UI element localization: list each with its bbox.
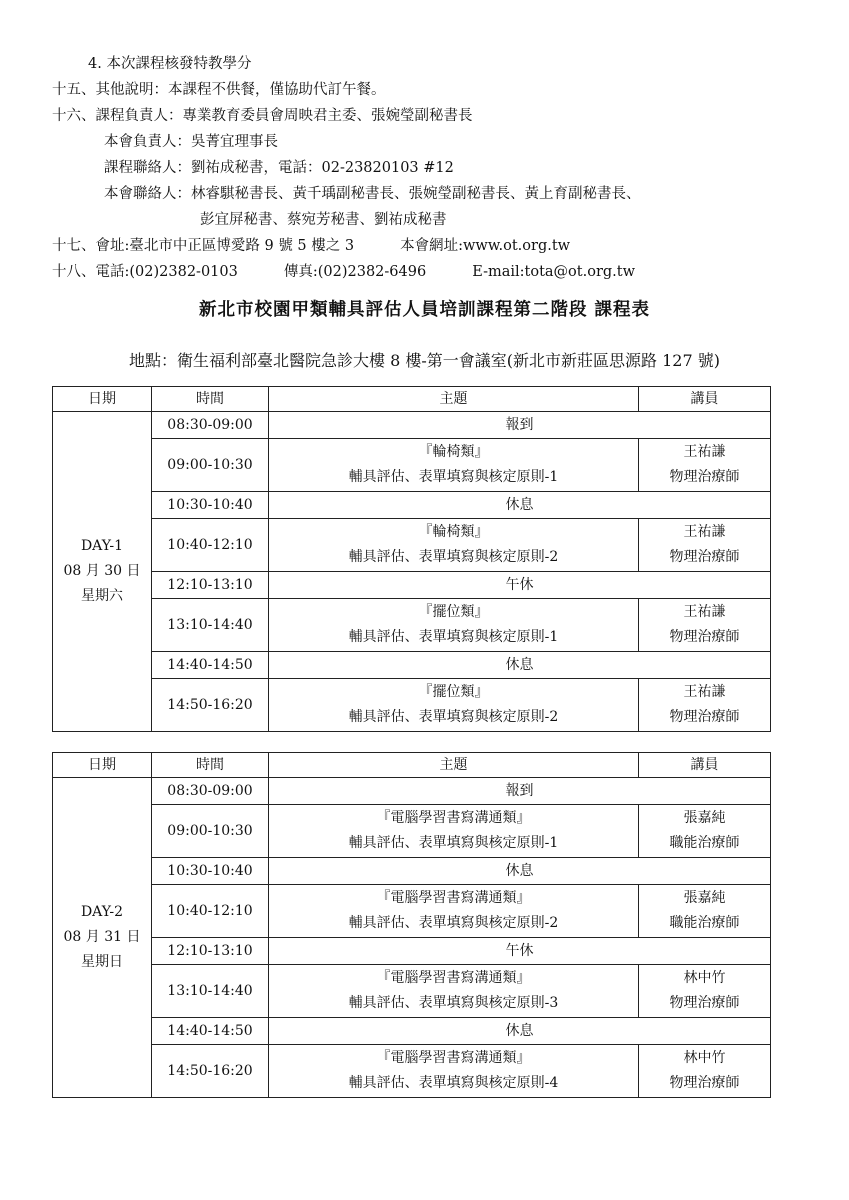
time-cell: 09:00-10:30	[152, 805, 269, 858]
instructor-name: 林中竹	[683, 1050, 726, 1066]
header-topic: 主題	[269, 753, 639, 778]
topic-category: 『電腦學習書寫溝通類』	[376, 1050, 531, 1066]
address-text: 十七、會址:臺北市中正區博愛路 9 號 5 樓之 3	[52, 238, 355, 254]
header-date: 日期	[53, 387, 152, 412]
instructor-cell	[639, 805, 771, 858]
instructor-cell	[639, 1045, 771, 1098]
table-row	[53, 1045, 771, 1098]
table-header-row	[53, 387, 771, 412]
topic-cell: 報到	[269, 778, 771, 805]
topic-cell	[269, 439, 639, 492]
topic-description: 輔具評估、表單填寫與核定原則-1	[348, 469, 559, 485]
note-item-4: 4. 本次課程核發特教學分	[88, 56, 252, 72]
time-cell: 09:00-10:30	[152, 439, 269, 492]
time-cell: 13:10-14:40	[152, 599, 269, 652]
topic-description: 輔具評估、表單填寫與核定原則-2	[348, 915, 559, 931]
instructor-cell	[639, 599, 771, 652]
topic-cell	[269, 519, 639, 572]
day-weekday: 星期六	[81, 588, 123, 604]
website-text: 本會網址:www.ot.org.tw	[400, 238, 571, 254]
table-row	[53, 858, 771, 885]
instructor-name: 王祐謙	[683, 444, 726, 460]
phone-text: 十八、電話:(02)2382-0103	[52, 264, 238, 280]
time-cell: 08:30-09:00	[152, 778, 269, 805]
topic-category: 『電腦學習書寫溝通類』	[376, 890, 531, 906]
topic-category: 『輪椅類』	[418, 524, 489, 540]
topic-description: 輔具評估、表單填寫與核定原則-1	[348, 629, 559, 645]
note-item-15: 十五、其他說明：本課程不供餐，僅協助代訂午餐。	[52, 82, 386, 98]
schedule-title: 新北市校園甲類輔具評估人員培訓課程第二階段 課程表	[198, 300, 651, 320]
time-cell: 13:10-14:40	[152, 965, 269, 1018]
topic-description: 輔具評估、表單填寫與核定原則-4	[348, 1075, 559, 1091]
instructor-name: 王祐謙	[683, 604, 726, 620]
table-header-row	[53, 753, 771, 778]
topic-cell	[269, 965, 639, 1018]
day-label: DAY-1	[80, 538, 124, 554]
instructor-name: 王祐謙	[683, 524, 726, 540]
instructor-title: 物理治療師	[669, 709, 740, 725]
instructor-name: 王祐謙	[683, 684, 726, 700]
topic-cell: 午休	[269, 572, 771, 599]
instructor-title: 物理治療師	[669, 995, 740, 1011]
day-cell	[53, 778, 152, 1098]
table-row	[53, 1018, 771, 1045]
table-row	[53, 439, 771, 492]
topic-category: 『電腦學習書寫溝通類』	[376, 810, 531, 826]
topic-category: 『電腦學習書寫溝通類』	[376, 970, 531, 986]
topic-cell	[269, 1045, 639, 1098]
day-date: 08 月 30 日	[63, 563, 141, 579]
topic-description: 輔具評估、表單填寫與核定原則-2	[348, 549, 559, 565]
topic-cell: 休息	[269, 858, 771, 885]
instructor-title: 物理治療師	[669, 629, 740, 645]
day-date: 08 月 31 日	[63, 929, 141, 945]
table-row	[53, 778, 771, 805]
topic-cell	[269, 679, 639, 732]
header-topic: 主題	[269, 387, 639, 412]
topic-description: 輔具評估、表單填寫與核定原則-3	[348, 995, 559, 1011]
day-cell	[53, 412, 152, 732]
topic-cell	[269, 599, 639, 652]
day-label: DAY-2	[80, 904, 124, 920]
header-instructor: 講員	[639, 753, 771, 778]
table-row	[53, 805, 771, 858]
time-cell: 14:50-16:20	[152, 679, 269, 732]
time-cell: 12:10-13:10	[152, 572, 269, 599]
header-time: 時間	[152, 753, 269, 778]
schedule-table-day1	[52, 386, 771, 732]
topic-category: 『輪椅類』	[418, 444, 489, 460]
instructor-name: 林中竹	[683, 970, 726, 986]
table-row	[53, 519, 771, 572]
topic-category: 『擺位類』	[418, 684, 489, 700]
fax-text: 傳真:(02)2382-6496	[283, 264, 427, 280]
topic-cell: 休息	[269, 1018, 771, 1045]
header-instructor: 講員	[639, 387, 771, 412]
table-row	[53, 938, 771, 965]
time-cell: 10:30-10:40	[152, 858, 269, 885]
table-row	[53, 652, 771, 679]
time-cell: 10:40-12:10	[152, 885, 269, 938]
location-text: 地點：衛生福利部臺北醫院急診大樓 8 樓-第一會議室(新北市新莊區思源路 127 號)	[129, 351, 720, 370]
note-assoc-contacts-2: 彭宜屏秘書、蔡宛芳秘書、劉祐成秘書	[200, 212, 447, 228]
header-time: 時間	[152, 387, 269, 412]
table-row	[53, 885, 771, 938]
note-item-17	[52, 236, 570, 256]
time-cell: 10:30-10:40	[152, 492, 269, 519]
topic-cell: 午休	[269, 938, 771, 965]
time-cell: 10:40-12:10	[152, 519, 269, 572]
instructor-title: 物理治療師	[669, 1075, 740, 1091]
schedule-table-day2	[52, 752, 771, 1098]
time-cell: 14:40-14:50	[152, 1018, 269, 1045]
time-cell: 12:10-13:10	[152, 938, 269, 965]
table-row	[53, 492, 771, 519]
topic-description: 輔具評估、表單填寫與核定原則-2	[348, 709, 559, 725]
table-row	[53, 965, 771, 1018]
topic-cell	[269, 805, 639, 858]
instructor-title: 職能治療師	[669, 915, 740, 931]
topic-category: 『擺位類』	[418, 604, 489, 620]
table-row	[53, 679, 771, 732]
table-row	[53, 599, 771, 652]
topic-cell	[269, 885, 639, 938]
note-course-contact: 課程聯絡人：劉祐成秘書，電話：02-23820103 #12	[104, 160, 454, 176]
table-row	[53, 412, 771, 439]
header-date: 日期	[53, 753, 152, 778]
note-item-16: 十六、課程負責人：專業教育委員會周映君主委、張婉瑩副秘書長	[52, 108, 473, 124]
topic-cell: 休息	[269, 652, 771, 679]
time-cell: 14:50-16:20	[152, 1045, 269, 1098]
instructor-name: 張嘉純	[683, 810, 726, 826]
instructor-title: 物理治療師	[669, 549, 740, 565]
instructor-cell	[639, 965, 771, 1018]
topic-cell: 休息	[269, 492, 771, 519]
instructor-name: 張嘉純	[683, 890, 726, 906]
topic-cell: 報到	[269, 412, 771, 439]
email-text: E-mail:tota@ot.org.tw	[472, 264, 636, 280]
instructor-cell	[639, 885, 771, 938]
instructor-title: 職能治療師	[669, 835, 740, 851]
day-weekday: 星期日	[81, 954, 123, 970]
note-item-18	[52, 262, 635, 282]
instructor-cell	[639, 439, 771, 492]
time-cell: 14:40-14:50	[152, 652, 269, 679]
note-chair: 本會負責人：吳菁宜理事長	[104, 134, 278, 150]
instructor-cell	[639, 679, 771, 732]
time-cell: 08:30-09:00	[152, 412, 269, 439]
table-row	[53, 572, 771, 599]
note-assoc-contacts-1: 本會聯絡人：林睿騏秘書長、黃千瑀副秘書長、張婉瑩副秘書長、黃上育副秘書長、	[104, 186, 641, 202]
instructor-cell	[639, 519, 771, 572]
instructor-title: 物理治療師	[669, 469, 740, 485]
topic-description: 輔具評估、表單填寫與核定原則-1	[348, 835, 559, 851]
